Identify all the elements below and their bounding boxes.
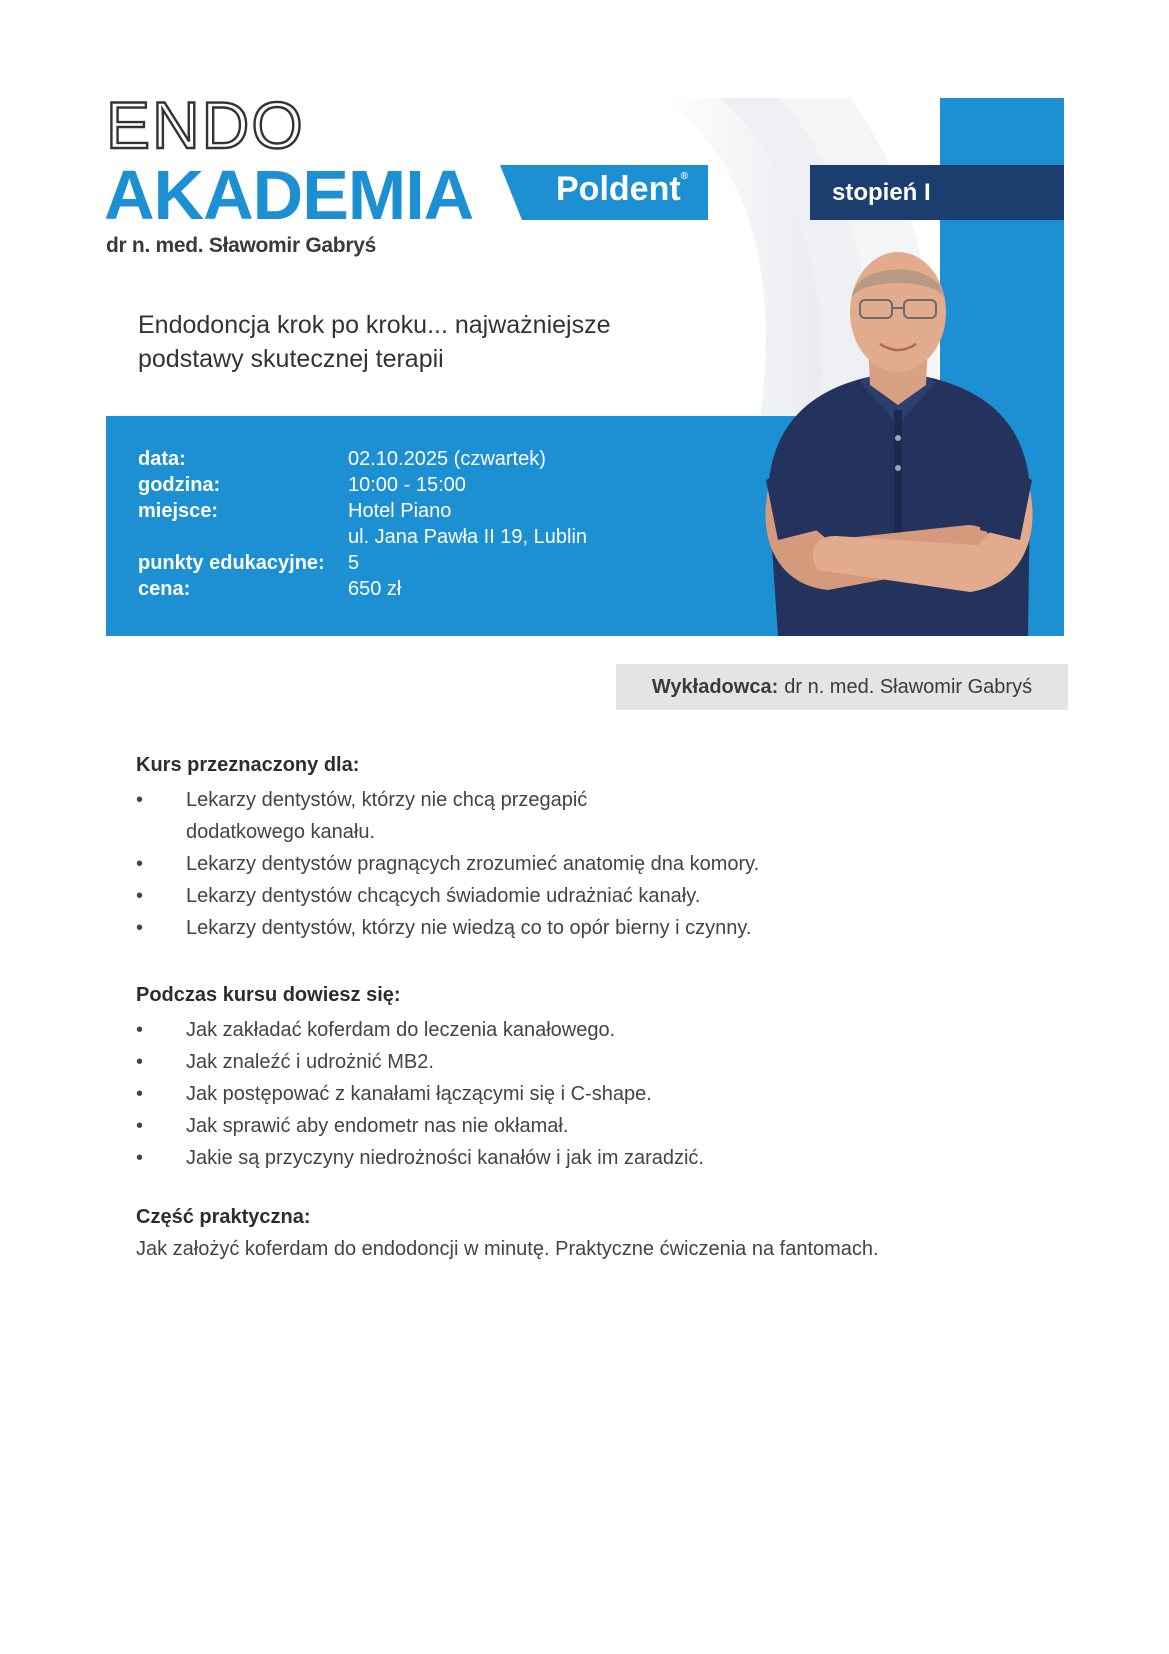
section-audience-heading: Kurs przeznaczony dla: — [136, 754, 360, 776]
section-practical-text: Jak założyć koferdam do endodoncji w minutę. Praktyczne ćwiczenia na fantomach. — [136, 1238, 879, 1260]
list-item: • Jak zakładać koferdam do leczenia kanałowego. — [136, 1014, 956, 1046]
section-practical-heading: Część praktyczna: — [136, 1206, 311, 1228]
section-learn-heading: Podczas kursu dowiesz się: — [136, 984, 401, 1006]
info-date-label: data: — [138, 448, 186, 470]
level-badge: stopień I — [810, 165, 1064, 220]
course-title — [138, 308, 698, 376]
list-item: • Lekarzy dentystów chcących świadomie udrażniać kanały. — [136, 880, 956, 912]
bullet-icon: • — [136, 1115, 144, 1137]
poldent-logo — [556, 172, 688, 206]
info-date-value: 02.10.2025 (czwartek) — [348, 448, 546, 470]
list-item: • Jak sprawić aby endometr nas nie okłamał. — [136, 1110, 956, 1142]
info-place-address: ul. Jana Pawła II 19, Lublin — [348, 526, 588, 548]
bullet-icon: • — [136, 853, 144, 875]
info-points-value: 5 — [348, 552, 360, 574]
bullet-icon: • — [136, 789, 144, 811]
list-item: • Jakie są przyczyny niedrożności kanałów i jak im zaradzić. — [136, 1142, 956, 1174]
info-price-value: 650 zł — [348, 578, 402, 600]
info-price-label: cena: — [138, 578, 191, 600]
lecturer-portrait — [748, 240, 1048, 636]
poldent-brand-text: Poldent — [556, 170, 681, 208]
bullet-icon: • — [136, 885, 144, 907]
list-item: • Lekarzy dentystów, którzy nie chcą przegapić — [136, 784, 956, 816]
logo-endo-text: ENDO — [106, 88, 305, 162]
info-place-label: miejsce: — [138, 500, 219, 522]
lecturer-name: dr n. med. Sławomir Gabryś — [784, 675, 1033, 698]
info-points-label: punkty edukacyjne: — [138, 552, 325, 574]
bullet-icon: • — [136, 1051, 144, 1073]
list-item: • Jak postępować z kanałami łączącymi się i C-shape. — [136, 1078, 956, 1110]
header-doctor-name: dr n. med. Sławomir Gabryś — [106, 234, 376, 257]
bullet-icon: • — [136, 917, 144, 939]
list-item-continuation: dodatkowego kanału. — [186, 821, 376, 843]
learn-list — [136, 1014, 956, 1174]
info-time-label: godzina: — [138, 474, 221, 496]
lecturer-label: Wykładowca: — [651, 675, 779, 698]
course-title-line1: Endodoncja krok po kroku... najważniejsze — [138, 311, 611, 339]
bullet-icon: • — [136, 1147, 144, 1169]
logo-akademia-text: AKADEMIA — [104, 156, 474, 234]
bullet-icon: • — [136, 1019, 144, 1041]
list-item: • Jak znaleźć i udrożnić MB2. — [136, 1046, 956, 1078]
bullet-icon: • — [136, 1083, 144, 1105]
info-time-value: 10:00 - 15:00 — [348, 474, 466, 496]
info-place-value: Hotel Piano — [348, 500, 452, 522]
lecturer-box — [616, 664, 1068, 710]
audience-list — [136, 784, 956, 944]
registered-mark: ® — [680, 171, 689, 182]
list-item: • Lekarzy dentystów pragnących zrozumieć anatomię dna komory. — [136, 848, 956, 880]
list-item: • Lekarzy dentystów, którzy nie wiedzą co to opór bierny i czynny. — [136, 912, 956, 944]
course-title-line2: podstawy skutecznej terapii — [138, 345, 444, 373]
